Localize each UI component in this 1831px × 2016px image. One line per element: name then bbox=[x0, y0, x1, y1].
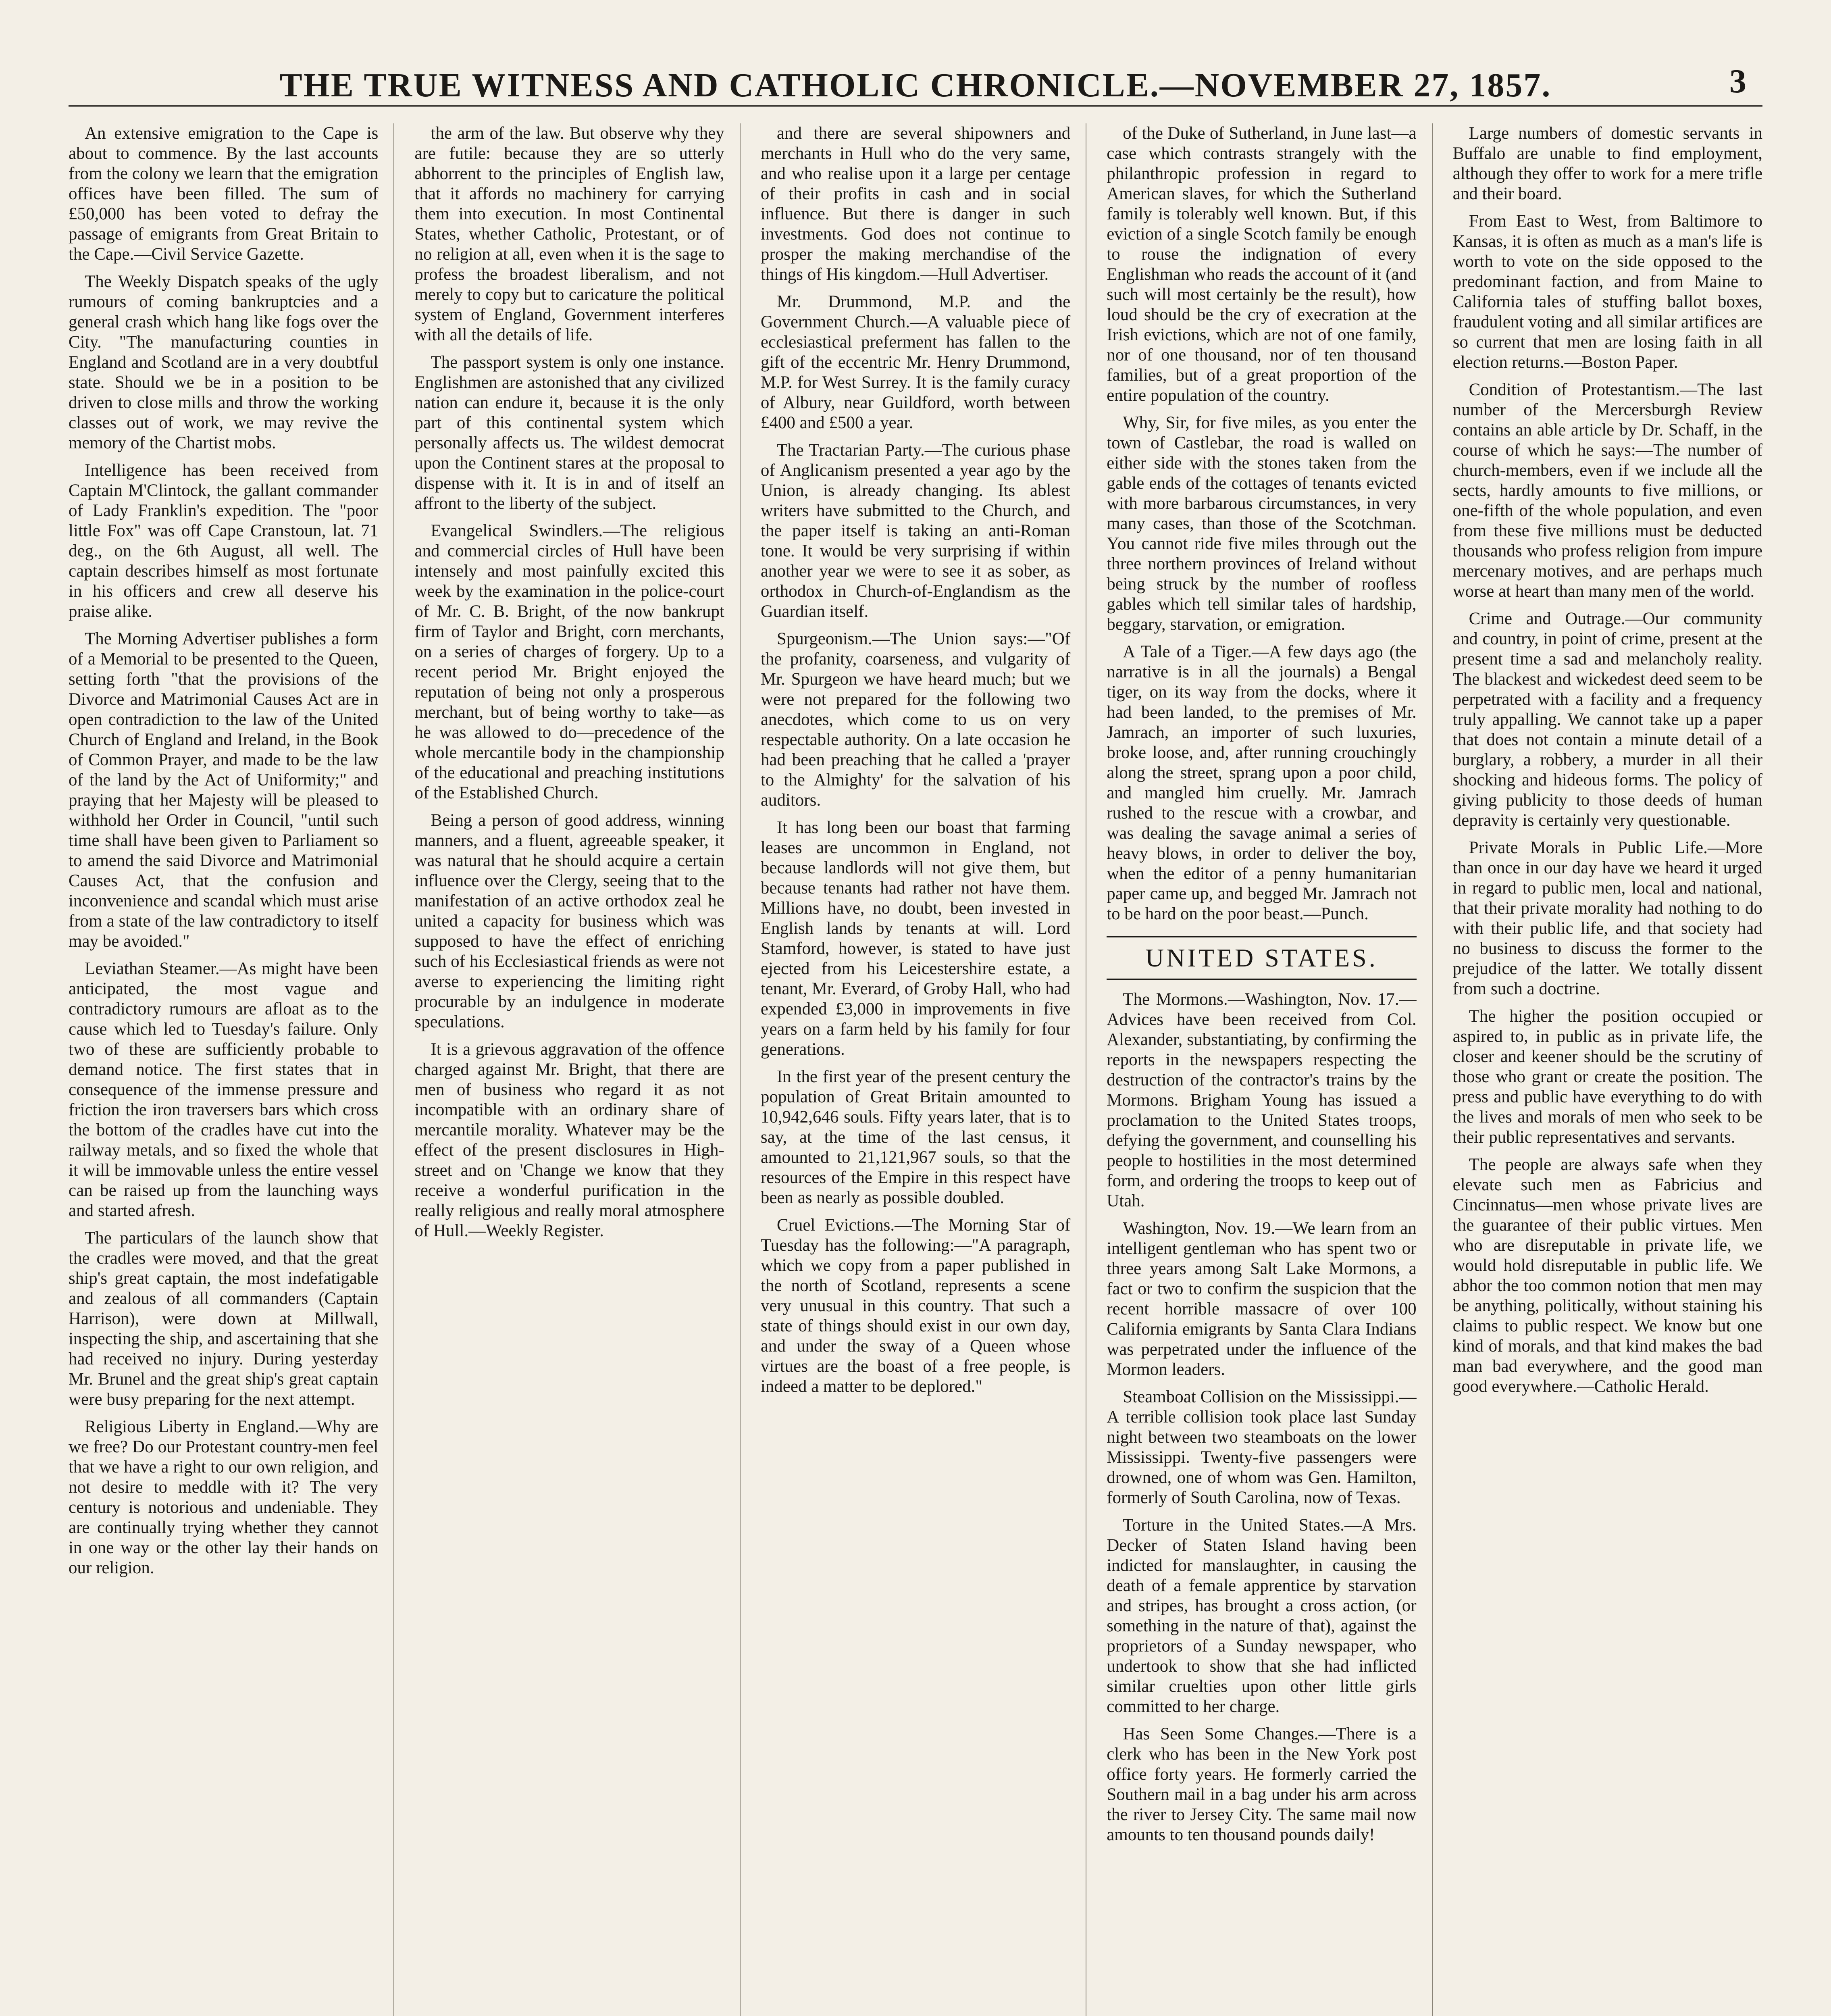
article-paragraph: Large numbers of domestic servants in Buffalo are unable to find employment, although they offer to work for a mere trifle and their board. bbox=[1452, 124, 1763, 203]
masthead bbox=[69, 60, 1762, 107]
article-paragraph: Has Seen Some Changes.—There is a clerk who has been in the New York post office forty years. He formerly carried the Southern mail in a bag under his arm across the river to Jersey City. The same mail now amounts to ten thousand pounds daily! bbox=[1107, 1724, 1417, 1844]
article-paragraph: Being a person of good address, winning manners, and a fluent, agreeable speaker, it was natural that he should acquire a certain influence over the Clergy, seeing that to the manifestation of an active orthodox zeal he united a capacity for business which was supposed to have the effect of enriching such of his Ecclesiastical friends as were not averse to experiencing the limiting right procurable by an indulgence in moderate speculations. bbox=[414, 811, 724, 1031]
article-paragraph: Intelligence has been received from Captain M'Clintock, the gallant commander of Lady Franklin's expedition. The "poor little Fox" was off Cape Cranstoun, lat. 71 deg., on the 6th August, all well. The captain describes himself as most fortunate in his officers and crew all deserve his praise alike. bbox=[69, 461, 379, 621]
article-paragraph: Washington, Nov. 19.—We learn from an intelligent gentleman who has spent two or three years among Salt Lake Mormons, a fact or two to confirm the suspicion that the recent horrible massacre of over 100 California emigrants by Santa Clara Indians was perpetrated under the influence of the Mormon leaders. bbox=[1107, 1219, 1417, 1379]
article-paragraph: Evangelical Swindlers.—The religious and commercial circles of Hull have been intensely and most painfully excited this week by the examination in the police-court of Mr. C. B. Bright, of the now bankrupt firm of Taylor and Bright, corn merchants, on a series of charges of forgery. Up to a recent period Mr. Bright enjoyed the reputation of being not only a prosperous merchant, but of being worthy to take—as he was allowed to do—precedence of the whole mercantile body in the championship of the educational and preaching institutions of the Established Church. bbox=[414, 521, 724, 802]
article-paragraph: Leviathan Steamer.—As might have been anticipated, the most vague and contradictory rumours are afloat as to the cause which led to Tuesday's failure. Only two of these are sufficiently probable to demand notice. The first states that in consequence of the immense pressure and friction the iron traversers bars which cross the bottom of the cradles have cut into the railway metals, and so fixed the whole that it will be immovable unless the entire vessel can be raised up from the launching ways and started afresh. bbox=[69, 959, 379, 1220]
column-1 bbox=[69, 123, 394, 2016]
text-columns bbox=[69, 123, 1762, 2016]
article-paragraph: A Tale of a Tiger.—A few days ago (the narrative is in all the journals) a Bengal tiger, on its way from the docks, where it had been landed, to the premises of Mr. Jamrach, an importer of such luxuries, broke loose, and, after running crouchingly along the street, sprang upon a poor child, and mangled him cruelly. Mr. Jamrach rushed to the rescue with a crowbar, and was dealing the savage animal a series of heavy blows, in order to deliver the boy, when the editor of a penny humanitarian paper came up, and begged Mr. Jamrach not to be hard on the poor beast.—Punch. bbox=[1107, 642, 1417, 923]
article-paragraph: The higher the position occupied or aspired to, in public as in private life, the closer and keener should be the scrutiny of those who grant or create the position. The press and public have everything to do with the lives and morals of men who seek to be their public representatives and servants. bbox=[1452, 1007, 1763, 1147]
page-number: 3 bbox=[1729, 62, 1746, 100]
article-paragraph: Torture in the United States.—A Mrs. Decker of Staten Island having been indicted for manslaughter, in causing the death of a female apprentice by starvation and stripes, has brought a cross action, (or something in the nature of that), against the proprietors of a Sunday newspaper, who undertook to show that she had inflicted similar cruelties upon other little girls committed to her charge. bbox=[1107, 1516, 1417, 1716]
article-paragraph: The passport system is only one instance. Englishmen are astonished that any civilized nation can endure it, because it is the only part of this continental system which personally affects us. The wildest democrat upon the Continent stares at the proposal to dispense with it. It is in and of itself an affront to the liberty of the subject. bbox=[414, 353, 724, 513]
column-3 bbox=[761, 123, 1086, 2016]
article-paragraph: Religious Liberty in England.—Why are we free? Do our Protestant country-men feel that we have a right to our own religion, and not desire to meddle with it? The very century is notorious and undeniable. They are continually trying whether they cannot in one way or the other lay their hands on our religion. bbox=[69, 1417, 379, 1577]
article-paragraph: Private Morals in Public Life.—More than once in our day have we heard it urged in regard to public men, local and national, that their private morality had nothing to do with their public life, and that society had no business to discuss the former to the prejudice of the latter. We totally dissent from such a doctrine. bbox=[1452, 838, 1763, 998]
article-paragraph: It has long been our boast that farming leases are uncommon in England, not because landlords will not give them, but because tenants had rather not have them. Millions have, no doubt, been invested in English lands by tenants at will. Lord Stamford, however, is stated to have just ejected from his Leicestershire estate, a tenant, Mr. Everard, of Groby Hall, who had expended £3,000 in improvements in five years on a farm held by his family for four generations. bbox=[760, 818, 1071, 1059]
article-paragraph: Cruel Evictions.—The Morning Star of Tuesday has the following:—"A paragraph, which we copy from a paper published in the north of Scotland, represents a scene very unusual in this country. That such a state of things should exist in our own day, and under the sway of a Queen whose virtues are the boast of a free people, is indeed a matter to be deplored." bbox=[760, 1216, 1071, 1396]
article-paragraph: and there are several shipowners and merchants in Hull who do the very same, and who realise upon it a large per centage of their profits in cash and in social influence. But there is danger in such investments. God does not continue to prosper the making merchandise of the things of His kingdom.—Hull Advertiser. bbox=[760, 124, 1071, 284]
masthead-title: THE TRUE WITNESS AND CATHOLIC CHRONICLE.—NOVEMBER 27, 1857. bbox=[279, 67, 1552, 104]
column-2 bbox=[414, 123, 740, 2016]
article-paragraph: In the first year of the present century the population of Great Britain amounted to 10,942,646 souls. Fifty years later, that is to say, at the time of the last census, it amounted to 21,121,967 souls, so that the resources of the Empire in this respect have been as nearly as possible doubled. bbox=[760, 1067, 1071, 1207]
article-paragraph: From East to West, from Baltimore to Kansas, it is often as much as a man's life is worth to vote on the side opposed to the predominant faction, and from Maine to California tales of stuffing ballot boxes, fraudulent voting and all similar artifices are so current that men are losing faith in all election returns.—Boston Paper. bbox=[1452, 212, 1763, 372]
article-paragraph: The people are always safe when they elevate such men as Fabricius and Cincinnatus—men whose private lives are the guarantee of their public virtues. Men who are disreputable in private life, we would hold disreputable in public life. We abhor the too common notion that men may be anything, politically, without staining his claims to public respect. We know but one kind of morals, and that kind makes the bad man bad everywhere, and the good man good everywhere.—Catholic Herald. bbox=[1452, 1155, 1763, 1396]
article-paragraph: Why, Sir, for five miles, as you enter the town of Castlebar, the road is walled on either side with the stones taken from the gable ends of the cottages of tenants evicted with more barbarous circumstances, in very many cases, than those of the Scotchman. You cannot ride five miles through out the three northern provinces of Ireland without being struck by the number of roofless gables which tell similar tales of hardship, beggary, starvation, or emigration. bbox=[1107, 413, 1417, 634]
article-paragraph: Condition of Protestantism.—The last number of the Mercersburgh Review contains an able article by Dr. Schaff, in the course of which he says:—The number of church-members, even if we include all the sects, hardly amounts to five millions, or one-fifth of the whole population, and even from these five millions must be deducted thousands who profess religion from impure mercenary motives, and are perhaps much worse at heart than many men of the world. bbox=[1452, 380, 1763, 601]
article-paragraph: Mr. Drummond, M.P. and the Government Church.—A valuable piece of ecclesiastical preferment has fallen to the gift of the eccentric Mr. Henry Drummond, M.P. for West Surrey. It is the family curacy of Albury, near Guildford, worth between £400 and £500 a year. bbox=[760, 292, 1071, 432]
article-paragraph: The Mormons.—Washington, Nov. 17.—Advices have been received from Col. Alexander, substantiating, by confirming the reports in the newspapers respecting the destruction of the contractor's trains by the Mormons. Brigham Young has issued a proclamation to the United States troops, defying the government, and counselling his people to hostilities in the most determined form, and ordering the troops to keep out of Utah. bbox=[1107, 990, 1417, 1210]
article-paragraph: The Tractarian Party.—The curious phase of Anglicanism presented a year ago by the Union, is already changing. Its ablest writers have submitted to the Church, and the paper itself is taking an anti-Roman tone. It would be very surprising if within another year we were to see it as sober, as orthodox in Church-of-Englandism as the Guardian itself. bbox=[760, 441, 1071, 621]
article-paragraph: Spurgeonism.—The Union says:—"Of the profanity, coarseness, and vulgarity of Mr. Spurgeon we have heard much; but we were not prepared for the following two anecdotes, which come to us on very respectable authority. On a late occasion he had been preaching that he called a 'prayer to the Almighty' for the salvation of his auditors. bbox=[760, 629, 1071, 810]
article-paragraph: Steamboat Collision on the Mississippi.—A terrible collision took place last Sunday night between two steamboats on the lower Mississippi. Twenty-five passengers were drowned, one of whom was Gen. Hamilton, formerly of South Carolina, now of Texas. bbox=[1107, 1387, 1417, 1507]
article-paragraph: The particulars of the launch show that the cradles were moved, and that the great ship's great captain, the most indefatigable and zealous of all commanders (Captain Harrison), were down at Millwall, inspecting the ship, and ascertaining that she had received no injury. During yesterday Mr. Brunel and the great ship's great captain were busy preparing for the next attempt. bbox=[69, 1229, 379, 1409]
article-paragraph: It is a grievous aggravation of the offence charged against Mr. Bright, that there are men of business who regard it as not incompatible with an ordinary share of mercantile morality. Whatever may be the effect of the present disclosures in High-street and on 'Change we know that they receive a wonderful purification in the really religious and really moral atmosphere of Hull.—Weekly Register. bbox=[414, 1040, 724, 1240]
article-paragraph: Crime and Outrage.—Our community and country, in point of crime, present at the present time a sad and melancholy reality. The blackest and wickedest deed seem to be perpetrated with a facility and a frequency truly appalling. We cannot take up a paper that does not contain a minute detail of a burglary, a robbery, a murder in all their shocking and hideous forms. The policy of giving publicity to those deeds of human depravity is certainly very questionable. bbox=[1452, 609, 1763, 830]
article-paragraph: the arm of the law. But observe why they are futile: because they are so utterly abhorrent to the principles of English law, that it affords no machinery for carrying them into execution. In most Continental States, whether Catholic, Protestant, or of no religion at all, even when it is the sage to profess the broadest liberalism, and not merely to copy but to caricature the political system of England, Government interferes with all the details of life. bbox=[414, 124, 724, 344]
article-paragraph: of the Duke of Sutherland, in June last—a case which contrasts strangely with the philanthropic profession in regard to American slaves, for which the Sutherland family is tolerably well known. But, if this eviction of a single Scotch family be enough to rouse the indignation of every Englishman who reads the account of it (and such will most certainly be the result), how loud should be the cry of execration at the Irish evictions, which are not of one family, nor of one thousand, nor of ten thousand families, but of a great proportion of the entire population of the country. bbox=[1107, 124, 1417, 405]
article-paragraph: An extensive emigration to the Cape is about to commence. By the last accounts from the colony we learn that the emigration offices have been filled. The sum of £50,000 has been voted to defray the passage of emigrants from Great Britain to the Cape.—Civil Service Gazette. bbox=[69, 124, 379, 264]
column-4 bbox=[1107, 123, 1432, 2016]
section-heading: UNITED STATES. bbox=[1107, 936, 1416, 980]
column-5 bbox=[1453, 123, 1762, 2016]
article-paragraph: The Morning Advertiser publishes a form of a Memorial to be presented to the Queen, setting forth "that the provisions of the Divorce and Matrimonial Causes Act are in open contradiction to the law of the United Church of England and Ireland, in the Book of Common Prayer, and made to be the law of the land by the Act of Uniformity;" and praying that her Majesty will be pleased to withhold her Order in Council, "until such time shall have been given to Parliament so to amend the said Divorce and Matrimonial Causes Act, that the confusion and inconvenience and scandal which must arise from a state of the law contradictory to itself may be avoided." bbox=[69, 629, 379, 951]
article-paragraph: The Weekly Dispatch speaks of the ugly rumours of coming bankruptcies and a general crash which hang like fogs over the City. "The manufacturing counties in England and Scotland are in a very doubtful state. Should we be in a position to be driven to close mills and throw the working classes out of work, we may revive the memory of the Chartist mobs. bbox=[69, 272, 379, 452]
